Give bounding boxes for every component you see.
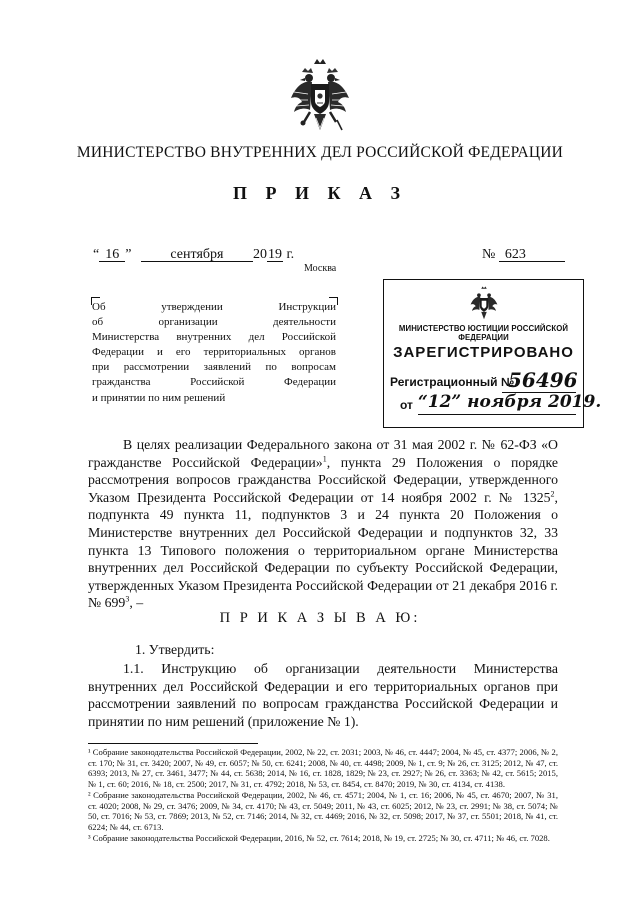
footnote: ³ Собрание законодательства Российской Федерации, 2016, № 52, ст. 7614; 2018, № 19, ст. 2725; № 30, ст. 4711; № 46, ст. 7028. <box>88 832 550 843</box>
date-year-abbr: г. <box>286 247 295 262</box>
subject-line: об организации деятельности <box>92 316 336 329</box>
date-day: 16 <box>99 249 125 262</box>
subject-line: при рассмотрении заявлений по вопросам <box>92 361 336 374</box>
ministry-name: МИНИСТЕРСТВО ВНУТРЕННИХ ДЕЛ РОССИЙСКОЙ ФЕДЕРАЦИИ <box>76 144 564 161</box>
order-date <box>93 247 294 263</box>
order-number-value: 623 <box>499 249 565 262</box>
date-year-suffix: 19 <box>267 247 282 262</box>
subject-line: Об утверждении Инструкции <box>92 301 336 313</box>
date-open-quote: “ <box>93 247 100 262</box>
subject-line: гражданства Российской Федерации <box>92 376 336 389</box>
footnote-ref: 2 <box>550 489 555 499</box>
stamp-reg-number: 56496 <box>508 368 578 392</box>
decree-heading: П Р И К А З Ы В А Ю: <box>219 610 421 626</box>
stamp-ministry-name: МИНИСТЕРСТВО ЮСТИЦИИ РОССИЙСКОЙ ФЕДЕРАЦИИ <box>398 324 569 342</box>
coat-of-arms-icon <box>288 58 352 136</box>
stamp-date-prefix: от <box>400 398 413 412</box>
preamble-part: , – <box>129 595 144 611</box>
footnotes <box>88 747 558 843</box>
preamble-part: , подпункта 49 пункта 11, подпунктов 3 и 24 пункта 20 Положения о Министерстве внутренних дел Российской Федерации и подпунктов 32, 33 пункта 13 Типового положения о территориальном органе Министерства внутренних дел Российской Федерации по субъекту Российской Федерации, утвержденных Указом Президента Российской Федерации от 21 декабря 2016 г. № 699 <box>88 489 558 611</box>
order-number-label: № <box>482 247 496 262</box>
date-month: сентября <box>141 249 253 262</box>
stamp-date-underline <box>418 414 576 415</box>
city: Москва <box>304 263 337 274</box>
footnote-divider <box>88 743 258 744</box>
stamp-emblem-icon <box>469 286 499 322</box>
preamble-part: , пункта 29 Положения о порядке рассмотрения вопросов гражданства Российской Федерации, утвержденного Указом Президента Российской Федерации от 14 ноября 2002 г. № 1325 <box>88 454 559 505</box>
date-year-prefix: 20 <box>252 247 267 262</box>
order-number <box>482 247 565 263</box>
preamble-part: В целях реализации Федерального закона от 31 мая 2002 г. № 62-ФЗ «О гражданстве Российской Федерации» <box>88 437 558 470</box>
footnote-ref: 1 <box>322 454 327 463</box>
subject-line: Министерства внутренних дел Российской <box>92 331 336 344</box>
stamp-date-value: “12” ноября 2019. <box>418 392 602 412</box>
footnote-ref: 3 <box>125 594 130 604</box>
subject-line: и принятии по ним решений <box>92 391 226 404</box>
registration-stamp <box>383 279 602 428</box>
order-subject <box>92 300 336 406</box>
footnote: ² Собрание законодательства Российской Федерации, 2002, № 46, ст. 4571; 2004, № 1, ст. 16; 2006, № 45, ст. 4670; 2007, № 31, ст. 4020; 2008, № 29, ст. 3476; 2009, № 34, ст. 4170; № 43, ст. 5049; 2011, № 43, ст. 6025; 2012, № 23, ст. 2991; № 38, ст. 5074; № 50, ст. 7016; № 53, ст. 7869; 2013, № 52, ст. 7146; 2014, № 32, ст. 4469; 2016, № 32, ст. 5098; 2017, № 37, ст. 5501; 2018, № 41, ст. 6224; № 44, ст. 6713. <box>88 789 558 832</box>
document-type-title: П Р И К А З <box>232 183 408 203</box>
stamp-registered-label: ЗАРЕГИСТРИРОВАНО <box>393 344 574 361</box>
date-close-quote: ” <box>125 247 132 262</box>
item-1: 1. Утвердить: <box>135 642 215 657</box>
stamp-reg-number-label: Регистрационный № <box>390 375 515 389</box>
footnote: ¹ Собрание законодательства Российской Федерации, 2002, № 22, ст. 2031; 2003, № 46, ст. 4447; 2004, № 45, ст. 4377; 2006, № 2, ст. 170; № 31, ст. 3420; 2007, № 49, ст. 6057; № 50, ст. 6241; 2008, № 40, ст. 4498; 2009, № 1, ст. 9; № 26, ст. 3125; 2012, № 47, ст. 6393; 2013, № 27, ст. 3461, 3477; № 44, ст. 5638; 2014, № 16, ст. 1828, 1829; № 23, ст. 2927; № 26, ст. 3363; № 42, ст. 5615; 2015, № 1, ст. 60; 2016, № 18, ст. 2500; 2017, № 31, ст. 4792; 2018, № 53, ст. 8454, ст. 8470; 2019, № 30, ст. 4134, ст. 4138. <box>88 747 558 790</box>
item-1-1: 1.1. Инструкцию об организации деятельности Министерства внутренних дел Российской Федерации и его территориальных органов при рассмотрении заявлений по вопросам гражданства Российской Федерации и принятии по ним решений (приложение № 1). <box>88 661 558 729</box>
preamble <box>88 436 558 612</box>
subject-line: Федерации и его территориальных органов <box>92 346 336 359</box>
